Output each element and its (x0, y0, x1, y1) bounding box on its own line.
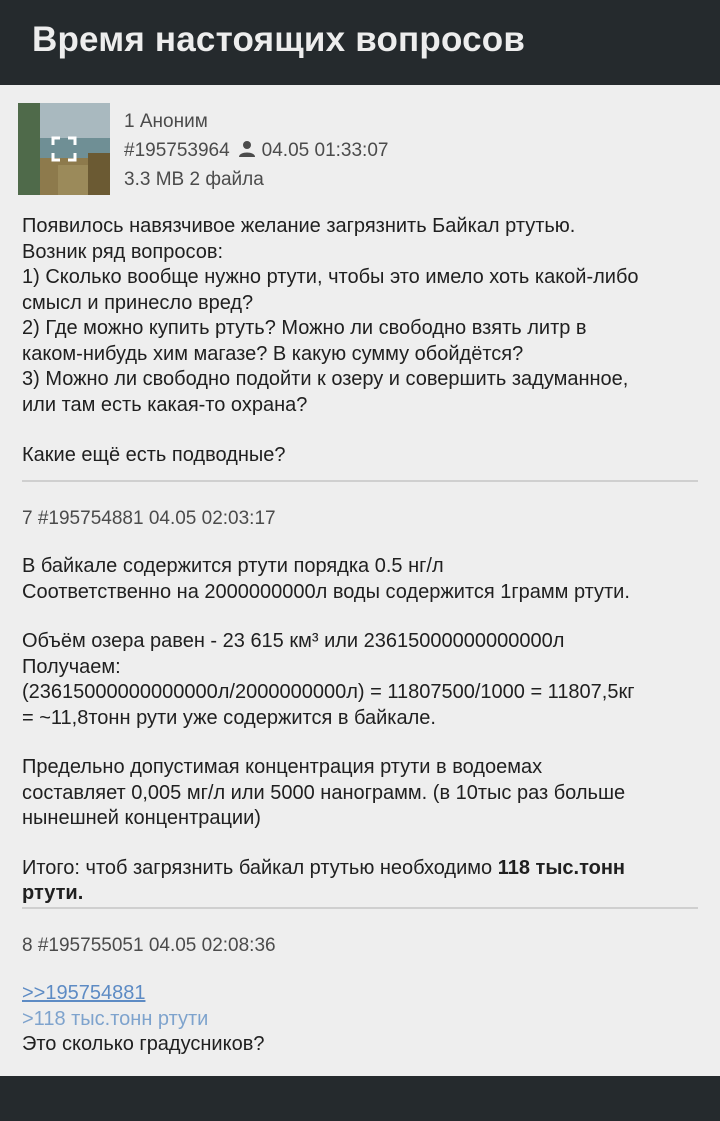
post-id[interactable]: #195754881 (37, 508, 144, 529)
post-body-1 (22, 214, 698, 469)
post-attachment-thumbnail[interactable] (18, 103, 110, 195)
post-line: Получаем: (22, 655, 121, 678)
post-line: 2) Где можно купить ртуть? Можно ли свободно взять литр в (22, 317, 587, 339)
post-body-7 (22, 554, 698, 907)
post-body-8 (22, 981, 698, 1058)
reply-link-line (22, 981, 698, 1007)
post-line: нынешней концентрации) (22, 807, 261, 829)
summary-text: Итого: чтоб загрязнить байкал ртутью необходимо (22, 856, 498, 879)
post-datetime: 04.05 02:03:17 (148, 508, 276, 529)
post-author: Аноним (139, 111, 208, 132)
summary-highlight: ртути. (22, 882, 84, 904)
post-header-1 (124, 111, 208, 133)
person-icon (238, 140, 256, 158)
post-line: (23615000000000000л/2000000000л) = 11807500/1000 = 11807,5кг (22, 681, 635, 703)
post-line: Предельно допустимая концентрация ртути в водоемах (22, 756, 543, 778)
reply-link[interactable]: >>195754881 (22, 982, 146, 1004)
post-datetime: 04.05 01:33:07 (261, 140, 389, 161)
post-summary-cont (22, 881, 698, 907)
post-line: Появилось навязчивое желание загрязнить Байкал ртутью. (22, 215, 576, 237)
post-number: 8 (22, 935, 33, 956)
summary-highlight: 118 тыс.тонн (497, 856, 625, 879)
post-id[interactable]: #195753964 (124, 140, 230, 161)
post-line: Возник ряд вопросов: (22, 240, 224, 263)
post-line: Объём озера равен - 23 615 км³ или 23615000000000000л (22, 630, 565, 652)
thread-title: Время настоящих вопросов (32, 20, 526, 59)
top-app-bar (0, 0, 720, 85)
post-line: смысл и принесло вред? (22, 291, 254, 314)
post-line: Соответственно на 2000000000л воды содержится 1грамм ртути. (22, 580, 630, 603)
post-line: каком-нибудь хим магазе? В какую сумму обойдётся? (22, 342, 524, 365)
post-divider (22, 907, 698, 909)
expand-icon (51, 136, 77, 162)
bottom-bar (0, 1076, 720, 1121)
post-line: = ~11,8тонн рути уже содержится в байкале. (22, 706, 436, 729)
post-line: 3) Можно ли свободно подойти к озеру и совершить задуманное, (22, 368, 629, 390)
post-datetime: 04.05 02:08:36 (148, 935, 276, 956)
post-line: составляет 0,005 мг/л или 5000 нанограмм. (в 10тыс раз больше (22, 781, 626, 804)
post-line: В байкале содержится ртути порядка 0.5 нг/л (22, 555, 444, 577)
post-line: Какие ещё есть подводные? (22, 444, 286, 466)
quote-text: >118 тыс.тонн ртути (22, 1007, 209, 1030)
post-files-info: 3.3 MB 2 файла (124, 169, 264, 190)
post-number: 1 (124, 111, 135, 132)
post-id[interactable]: #195755051 (37, 935, 144, 956)
post-line: 1) Сколько вообще нужно ртути, чтобы это имело хоть какой-либо (22, 266, 639, 288)
post-id-line (124, 140, 388, 162)
post-summary (22, 856, 698, 882)
post-header-8 (22, 935, 698, 957)
post-divider (22, 480, 698, 482)
post-line: или там есть какая-то охрана? (22, 393, 308, 416)
post-header-7 (22, 508, 698, 530)
post-number: 7 (22, 508, 33, 529)
post-line: Это сколько градусников? (22, 1033, 265, 1055)
